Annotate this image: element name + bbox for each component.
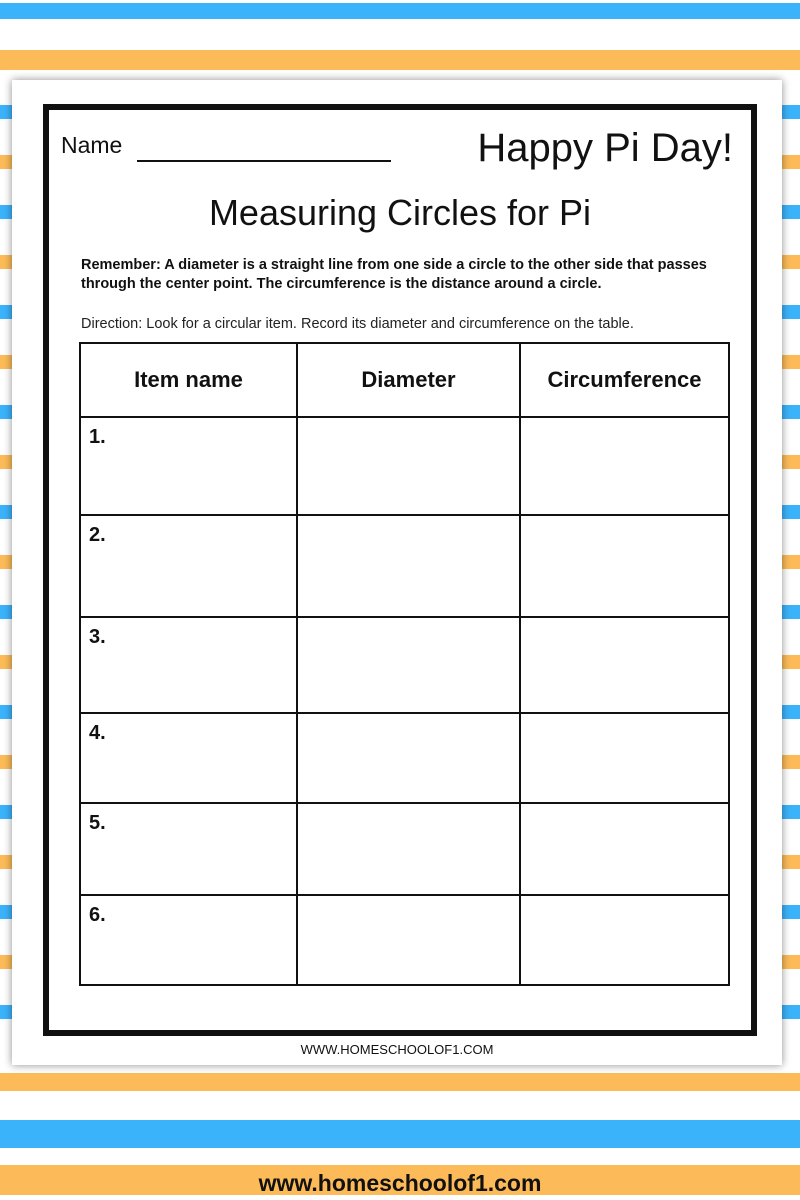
header-circumference: Circumference xyxy=(520,343,729,417)
diameter-cell xyxy=(297,713,520,803)
table-row xyxy=(80,617,729,713)
table-row xyxy=(80,713,729,803)
circumference-cell xyxy=(520,515,729,617)
worksheet-paper xyxy=(12,80,782,1065)
circumference-cell xyxy=(520,417,729,515)
diameter-cell xyxy=(297,617,520,713)
table-row xyxy=(80,803,729,895)
name-line xyxy=(137,160,391,162)
name-label: Name xyxy=(61,132,123,158)
circumference-cell xyxy=(520,617,729,713)
row-number: 3. xyxy=(80,617,297,713)
worksheet-title: Measuring Circles for Pi xyxy=(208,192,592,233)
circumference-cell xyxy=(520,713,729,803)
circumference-cell xyxy=(520,895,729,985)
diameter-cell xyxy=(297,895,520,985)
row-number: 4. xyxy=(80,713,297,803)
diameter-cell xyxy=(297,417,520,515)
table-row xyxy=(80,515,729,617)
worksheet-frame xyxy=(43,104,757,1036)
remember-note: Remember: A diameter is a straight line from one side a circle to the other side that passes through the center point. The circumference is the distance around a circle. xyxy=(81,257,707,292)
circumference-cell xyxy=(520,803,729,895)
table-row xyxy=(80,895,729,985)
direction-text: Direction: Look for a circular item. Record its diameter and circumference on the table. xyxy=(81,316,634,332)
row-number: 1. xyxy=(80,417,297,515)
diameter-cell xyxy=(297,515,520,617)
table-header-row xyxy=(80,343,729,417)
site-url: www.homeschoolof1.com xyxy=(258,1170,542,1196)
diameter-cell xyxy=(297,803,520,895)
row-number: 2. xyxy=(80,515,297,617)
heading: Happy Pi Day! xyxy=(477,126,733,170)
row-number: 6. xyxy=(80,895,297,985)
measurement-table xyxy=(79,342,730,986)
row-number: 5. xyxy=(80,803,297,895)
worksheet-footer: WWW.HOMESCHOOLOF1.COM xyxy=(300,1042,494,1057)
header-diameter: Diameter xyxy=(297,343,520,417)
header-item-name: Item name xyxy=(80,343,297,417)
table-row xyxy=(80,417,729,515)
